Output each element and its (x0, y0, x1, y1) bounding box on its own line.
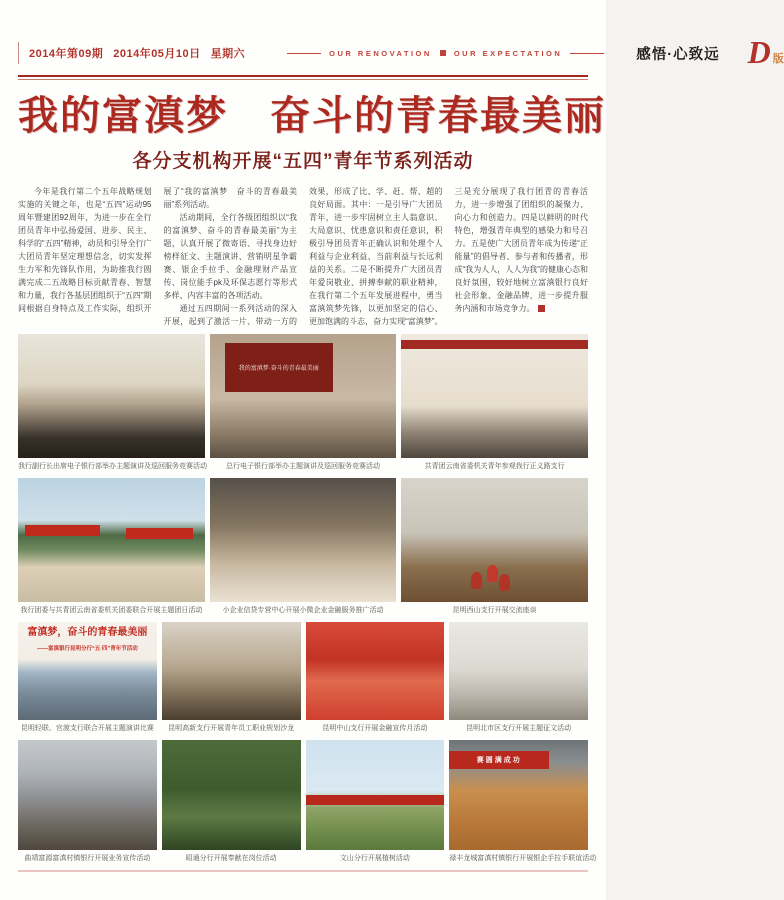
photo-overlay-strip-mid (306, 795, 445, 805)
photo-row (18, 622, 588, 734)
photo-caption: 昆明中山支行开展金融宣传月活动 (322, 725, 428, 732)
hillside-photo (306, 740, 445, 850)
edition-label: 版 (772, 52, 784, 65)
masthead-rule (18, 75, 588, 80)
redbanner-photo (306, 622, 445, 720)
news-photo-item (210, 334, 397, 472)
photo-caption: 文山分行开展植树活动 (339, 855, 410, 862)
issue-date-block (18, 42, 255, 64)
news-photo-item (18, 478, 205, 616)
photo-row (18, 740, 597, 864)
photo-overlay-screen-red: 我的富滇梦·奋斗的青春最美丽 (225, 343, 333, 393)
article-end-mark (538, 305, 545, 312)
bottom-rule (18, 870, 588, 872)
news-photo-item (449, 622, 588, 734)
photo-overlay-banner-a (25, 525, 100, 536)
photo-caption: 我行副行长出席电子银行部举办主题演讲及巡回服务竞赛活动 (18, 463, 207, 470)
article-body (18, 185, 588, 328)
masthead (18, 0, 784, 80)
article-paragraph: 今年是我行第二个五年战略规划实施的关键之年，也是“五四”运动95周年暨建团92周年，为进一步在全行团员青年中弘扬爱国、进步、民主、科学的“五四”精神，动员和引导全行广大团员青年坚定理想信念，切实发挥生力军和先锋队作用，为助推我行圆满完成二五战略目标贡献青春、智慧和力量，我行各基层团组织于“五四”期间根据自身特点及工作实际，组织开展了“我的富滇梦 奋斗的青春最美丽”系列活动。 (18, 187, 297, 313)
presenter-photo (210, 334, 397, 458)
beach-photo (18, 478, 205, 602)
photo-caption: 昭通分行开展奉献在岗位活动 (185, 855, 277, 862)
publish-date: 2014年05月10日 (113, 48, 201, 60)
photo-caption: 昆明西山支行开展交流座谈 (452, 607, 537, 614)
photo-caption: 小企业信贷专营中心开展小微企业金融服务推广活动 (222, 607, 384, 614)
article-paragraph: 活动期间，全行各级团组织以“我的富滇梦、奋斗的青春最美丽”为主题，认真开展了微寄语、寻找身边好榜样征文、主题演讲、营销明星争霸赛、银企手拉手、金融理财产品宣传、岗位能手pk及环保志愿行等形式多样、内容丰富的各项活动。 (163, 213, 297, 300)
photo-overlay-strip-top (401, 340, 588, 349)
news-photo-item (18, 740, 157, 864)
whitetable-photo (449, 622, 588, 720)
edition-badge (744, 34, 784, 71)
news-photo-item (162, 622, 301, 734)
main-headline: 我的富滇梦 奋斗的青春最美丽 (18, 94, 606, 138)
photo-caption: 昆明北市区支行开展主题征文活动 (466, 725, 572, 732)
news-photo-item (306, 622, 445, 734)
gym-photo (449, 740, 588, 850)
news-photo-item (306, 740, 445, 864)
news-photo-item (18, 334, 205, 472)
photo-caption: 曲靖富源富滇村镇银行开展业务宣传活动 (24, 855, 151, 862)
photo-grid (18, 334, 597, 864)
photo-row (18, 334, 588, 472)
photo-caption: 昆明轻联、官渡支行联合开展主题演讲比赛 (20, 725, 154, 732)
photo-caption: 昆明高新支行开展青年员工职业规划沙龙 (168, 725, 295, 732)
meeting-photo (401, 478, 588, 602)
masthead-slogan (279, 49, 612, 58)
photo-row (18, 478, 588, 616)
sub-headline: 各分支机构开展“五四”青年节系列活动 (132, 151, 474, 172)
audience-photo (18, 334, 205, 458)
salon-photo (162, 622, 301, 720)
slogan-dash-right (570, 53, 604, 54)
news-photo-item (401, 334, 588, 472)
photo-overlay-banner-b (126, 528, 193, 539)
edition-letter: D (747, 34, 771, 71)
slogan-separator-icon (440, 50, 446, 56)
slogan-left-text: OUR RENOVATION (329, 48, 432, 58)
visit-photo (401, 334, 588, 458)
photo-overlay-gym-banner: 赛圆满成功 (449, 751, 549, 769)
news-photo-item (210, 478, 397, 616)
photo-overlay-banner-text: 富滇梦，奋斗的青春最美丽 (27, 626, 148, 638)
photo-caption: 我行团委与共青团云南省委机关团委联合开展主题团日活动 (20, 607, 203, 614)
slogan-right-text: OUR EXPECTATION (453, 48, 563, 58)
docs-photo (210, 478, 397, 602)
trees-photo (162, 740, 301, 850)
photo-overlay-banner-subtext: ——富滇银行昆明分行“五·四”青年节活动 (36, 645, 138, 652)
photo-caption: 总行电子银行部举办主题演讲及巡回服务竞赛活动 (226, 463, 380, 470)
issue-number: 2014年第09期 (29, 48, 104, 60)
news-photo-item (162, 740, 301, 864)
photo-overlay-flowers (487, 565, 498, 582)
section-title: 感悟·心致远 (636, 46, 720, 63)
news-photo-item (449, 740, 597, 864)
photo-caption: 禄丰龙城富滇村镇银行开展银企手拉手联谊活动 (449, 855, 597, 862)
news-photo-item (401, 478, 588, 616)
street-photo (18, 740, 157, 850)
banner-group-photo (18, 622, 157, 720)
photo-caption: 共青团云南省委机关青年参观我行正义路支行 (424, 463, 565, 470)
slogan-dash-left (287, 53, 321, 54)
news-photo-item (18, 622, 157, 734)
article-paragraph: 通过五四期间一系列活动的深入开展，起到了激活一片、带动一方的效果，形成了比、学、赶、帮、超的良好局面。其中：一是引导广大团员青年，进一步牢固树立主人翁意识、大局意识、忧患意识和责任意识，积极引导团员青年正确认识和处理个人利益与企业利益、当前利益与长远利益的关系。二是不断提升广大团员青年爱岗敬业、拼搏奉献的职业精神，在我行第二个五年发展进程中，勇当富滇筑梦先锋，以更加坚定的信心、更加饱满的斗志，奋力实现“富滇梦”。三是充分展现了我行团青的青春活力，进一步增强了团组织的凝聚力、向心力和创造力。四是以鲜明的时代特色，增强青年典型的感染力和号召力。五是使广大团员青年成为传递“正能量”的倡导者、参与者和传播者，形成“我为人人，人人为我”的健康心态和良好氛围，较好地树立富滇银行良好社会形象、金融品牌，进一步提升服务内涵和市场竞争力。 (163, 187, 588, 326)
weekday: 星期六 (210, 48, 246, 60)
